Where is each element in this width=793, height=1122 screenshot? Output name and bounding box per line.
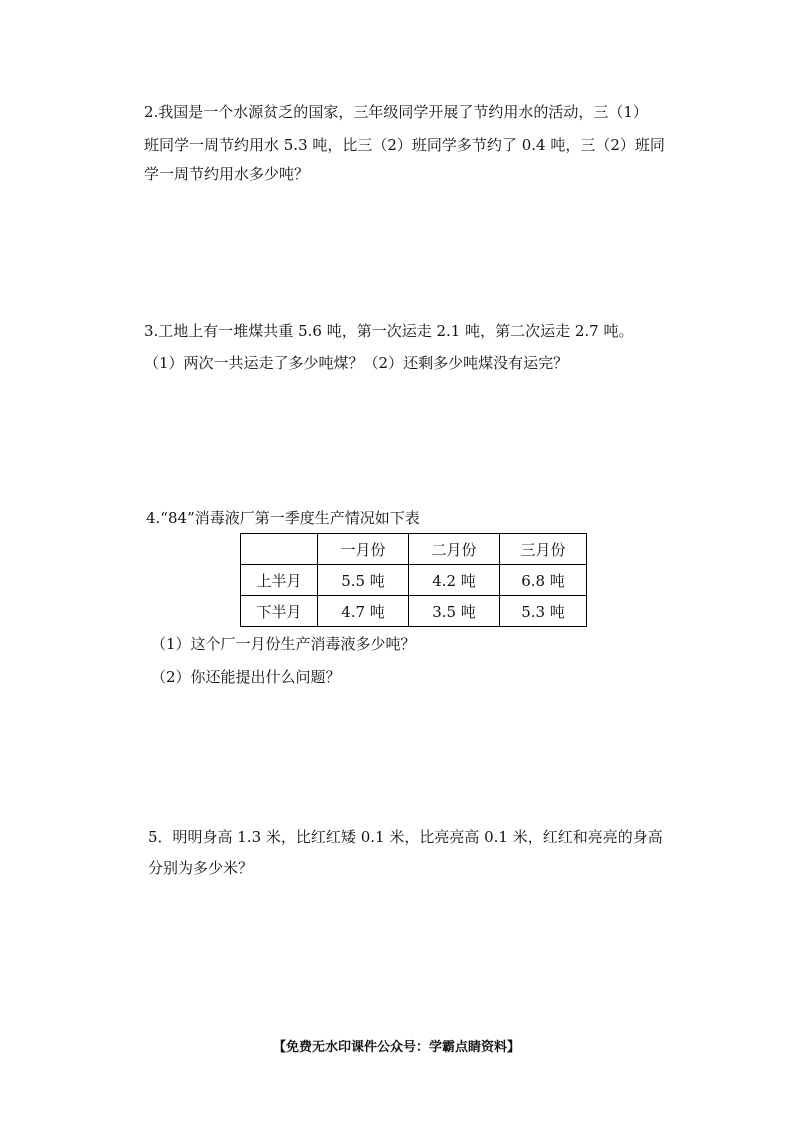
table-header-row <box>241 534 587 565</box>
table-header-cell <box>241 534 318 565</box>
question-4-sub-2: （2）你还能提出什么问题？ <box>151 668 341 686</box>
question-5-line-1: 5．明明身高 1.3 米，比红红矮 0.1 米，比亮亮高 0.1 米，红红和亮亮的身高 <box>148 828 663 846</box>
question-2-line-2: 班同学一周节约用水 5.3 吨，比三（2）班同学多节约了 0.4 吨，三（2）班同 <box>144 136 665 154</box>
table-cell: 5.3 吨 <box>500 596 587 627</box>
table-cell: 4.2 吨 <box>409 565 500 596</box>
table-header-cell: 一月份 <box>318 534 409 565</box>
production-table <box>240 533 587 627</box>
table-cell: 5.5 吨 <box>318 565 409 596</box>
question-2-line-3: 学一周节约用水多少吨？ <box>144 165 310 183</box>
table-cell: 6.8 吨 <box>500 565 587 596</box>
question-2-line-1: 2.我国是一个水源贫乏的国家，三年级同学开展了节约用水的活动，三（1） <box>144 103 648 121</box>
table-cell: 4.7 吨 <box>318 596 409 627</box>
question-4-title: 4.“84”消毒液厂第一季度生产情况如下表 <box>146 509 420 527</box>
table-cell: 上半月 <box>241 565 318 596</box>
table-cell: 下半月 <box>241 596 318 627</box>
table-row <box>241 565 587 596</box>
page-footer: 【免费无水印课件公众号：学霸点睛资料】 <box>272 1040 520 1055</box>
question-3-line-2: （1）两次一共运走了多少吨煤？（2）还剩多少吨煤没有运完？ <box>144 354 569 372</box>
table-header-cell: 二月份 <box>409 534 500 565</box>
question-4-sub-1: （1）这个厂一月份生产消毒液多少吨？ <box>151 635 416 653</box>
question-5-line-2: 分别为多少米？ <box>148 859 254 877</box>
question-3-line-1: 3.工地上有一堆煤共重 5.6 吨，第一次运走 2.1 吨，第二次运走 2.7 吨。 <box>144 322 634 340</box>
table-row <box>241 596 587 627</box>
table-cell: 3.5 吨 <box>409 596 500 627</box>
table-header-cell: 三月份 <box>500 534 587 565</box>
